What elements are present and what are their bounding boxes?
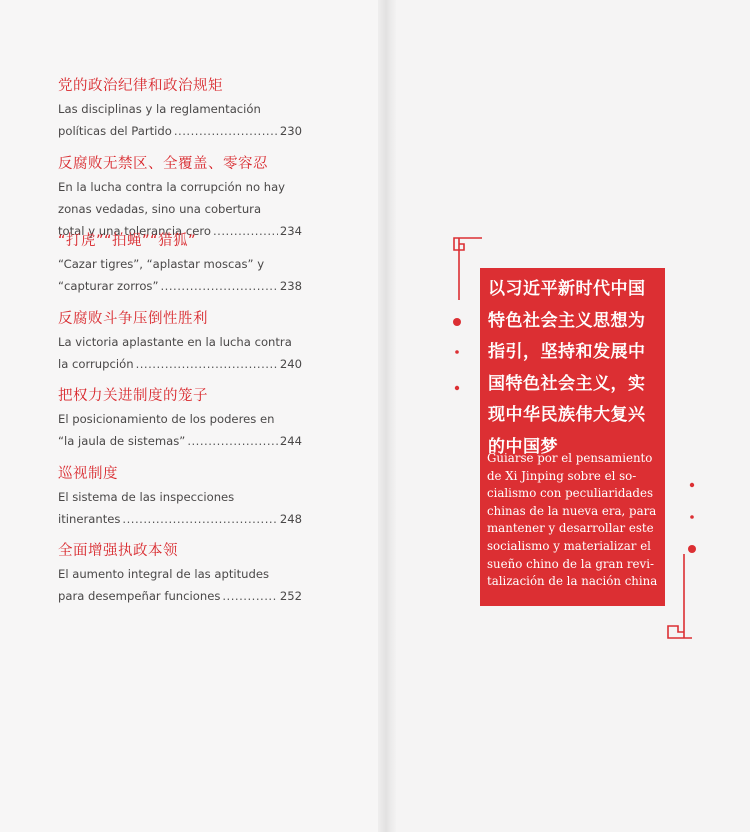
table-of-contents: [58, 76, 302, 619]
toc-entry-text-line: La victoria aplastante en la lucha contra: [58, 334, 292, 349]
dot-leader: [187, 430, 278, 452]
toc-entry: [58, 231, 302, 309]
toc-page-number: 230: [279, 124, 302, 138]
toc-page-number: 248: [279, 511, 302, 526]
box-text-line: de Xi Jinping sobre el so-: [487, 468, 637, 483]
box-text-line: talización de la nación china: [487, 574, 658, 589]
box-chinese-heading: [488, 274, 658, 463]
dot-leader: [122, 508, 277, 530]
box-text-line: mantener y desarrollar este: [487, 521, 654, 536]
box-spanish-text: [487, 450, 660, 591]
dot-leader: [213, 220, 278, 242]
toc-page-number: 252: [279, 589, 302, 603]
box-heading-line: 指引，坚持和发展中: [488, 342, 646, 362]
dot-leader: [136, 353, 278, 375]
dot-leader: [174, 120, 278, 142]
toc-entry: [58, 309, 302, 387]
toc-page-number: 234: [279, 223, 302, 238]
toc-entry-text-line: En la lucha contra la corrupción no hay: [58, 179, 286, 194]
toc-entry-text-line: “Cazar tigres”, “aplastar moscas” y: [58, 257, 265, 271]
toc-entry-text-line: zonas vedadas, sino una cobertura: [58, 201, 262, 216]
fret-corner-bottom-right-icon: [668, 554, 692, 638]
decor-dot-small: [455, 386, 459, 390]
box-text-line: sueño chino de la gran revi-: [487, 556, 654, 571]
toc-entry-leader-line: [58, 430, 302, 452]
toc-entry-leader-line: [58, 275, 302, 297]
fret-corner-top-left-icon: [454, 238, 482, 300]
toc-entry-text-line: “capturar zorros”: [58, 279, 159, 293]
toc-entry-text-line: para desempeñar funciones: [58, 589, 221, 603]
toc-entry-chinese-title: 反腐败无禁区、全覆盖、零容忍: [58, 155, 268, 172]
toc-entry-spanish-title: [58, 408, 302, 452]
toc-page-number: 238: [279, 279, 302, 293]
toc-entry-text-line: itinerantes: [58, 511, 121, 526]
toc-entry-chinese-title: 把权力关进制度的笼子: [58, 388, 208, 404]
toc-entry-text-line: políticas del Partido: [58, 124, 172, 138]
box-text-line: cialismo con peculiaridades: [487, 486, 654, 501]
toc-entry-leader-line: [58, 508, 302, 530]
toc-entry: [58, 154, 302, 238]
decor-dot-large: [453, 318, 461, 326]
box-heading-line: 特色社会主义思想为: [488, 310, 646, 331]
toc-page-number: 240: [279, 356, 302, 371]
toc-entry-leader-line: [58, 120, 302, 142]
box-text-line: Guiarse por el pensamiento: [487, 451, 653, 465]
box-heading-line: 以习近平新时代中国: [488, 279, 646, 299]
box-text-line: socialismo y materializar el: [487, 538, 651, 553]
box-heading-line: 现中华民族伟大复兴: [488, 405, 646, 425]
toc-entry-chinese-title: 党的政治纪律和政治规矩: [58, 78, 223, 94]
dot-leader: [222, 585, 277, 607]
toc-entry-chinese-title: 反腐败斗争压倒性胜利: [58, 310, 208, 327]
toc-entry: [58, 464, 302, 542]
toc-entry: [58, 76, 302, 154]
toc-entry-text-line: Las disciplinas y la reglamentación: [58, 102, 261, 116]
box-heading-line: 国特色社会主义，实: [488, 373, 646, 394]
book-gutter: [378, 0, 396, 832]
highlight-red-box: [480, 268, 665, 606]
dot-leader: [160, 275, 277, 297]
toc-entry-text-line: El posicionamiento de los poderes en: [58, 412, 275, 426]
toc-entry-leader-line: [58, 585, 302, 607]
toc-page-number: 244: [279, 434, 302, 448]
box-text-line: chinas de la nueva era, para: [487, 503, 657, 518]
toc-entry-chinese-title: 巡视制度: [58, 465, 118, 482]
toc-entry-chinese-title: “打虎”“拍蝇”“猎狐”: [58, 233, 197, 249]
toc-entry-spanish-title: [58, 98, 302, 142]
toc-entry-text-line: El sistema de las inspecciones: [58, 489, 235, 504]
toc-entry-text-line: El aumento integral de las aptitudes: [58, 567, 270, 581]
toc-entry-spanish-title: [58, 253, 302, 297]
toc-entry-leader-line: [58, 353, 302, 375]
toc-entry-text-line: “la jaula de sistemas”: [58, 434, 186, 448]
toc-entry-text-line: la corrupción: [58, 356, 134, 371]
box-heading-line: 的中国梦: [488, 436, 558, 457]
toc-entry: [58, 386, 302, 464]
decor-dot-large: [688, 545, 696, 553]
toc-entry-spanish-title: [58, 563, 302, 607]
toc-entry-spanish-title: [58, 331, 302, 375]
toc-entry-spanish-title: [58, 486, 302, 530]
decor-dot-small: [455, 350, 459, 354]
toc-entry: [58, 541, 302, 619]
toc-entry-chinese-title: 全面增强执政本领: [58, 543, 178, 559]
decor-dot-small: [690, 483, 694, 487]
toc-entry-text-line: total y una tolerancia cero: [58, 223, 211, 238]
decor-dot-small: [690, 515, 694, 519]
